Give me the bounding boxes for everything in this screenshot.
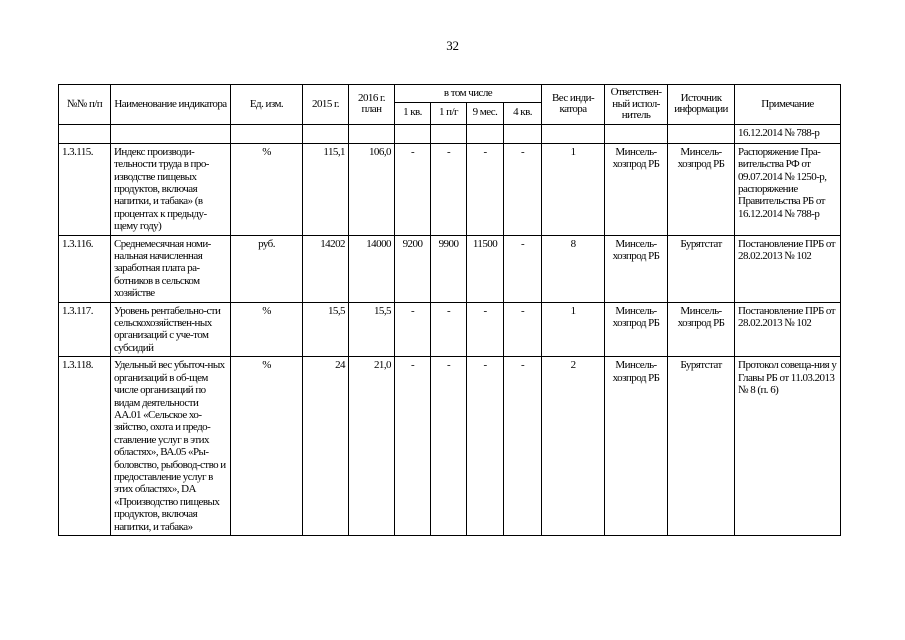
col-header-responsible: Ответствен-ный испол-нитель <box>605 85 668 125</box>
row-note: Постановление ПРБ от 28.02.2013 № 102 <box>735 235 841 302</box>
col-header-num: №№ п/п <box>59 85 111 125</box>
col-header-2015: 2015 г. <box>303 85 349 125</box>
row-q4: - <box>504 235 542 302</box>
table-row <box>59 143 841 235</box>
row-responsible: Минсель-хозпрод РБ <box>605 302 668 357</box>
row-weight: 8 <box>542 235 605 302</box>
row-unit: руб. <box>231 235 303 302</box>
col-header-q4: 4 кв. <box>504 102 542 124</box>
col-header-weight: Вес инди-катора <box>542 85 605 125</box>
row-name: Среднемесячная номи-нальная начисленная заработная плата ра-ботников в сельском хозяйстве <box>111 235 231 302</box>
row-source: Минсель-хозпрод РБ <box>668 302 735 357</box>
row-h1: 9900 <box>431 235 467 302</box>
row-responsible: Минсель-хозпрод РБ <box>605 357 668 536</box>
row-2015: 15,5 <box>303 302 349 357</box>
row-q1: 9200 <box>395 235 431 302</box>
row-q1: - <box>395 143 431 235</box>
row-responsible: Минсель-хозпрод РБ <box>605 235 668 302</box>
row-9m: - <box>467 302 504 357</box>
row-name: Индекс производи-тельности труда в про-изводстве пищевых продуктов, включая напитки, и табака» (в процентах к предыду-щему году) <box>111 143 231 235</box>
table-row <box>59 235 841 302</box>
row-2016: 15,5 <box>349 302 395 357</box>
row-h1: - <box>431 357 467 536</box>
row-unit: % <box>231 357 303 536</box>
row-2015: 115,1 <box>303 143 349 235</box>
row-note: Протокол совеща-ния у Главы РБ от 11.03.2013 № 8 (п. 6) <box>735 357 841 536</box>
row-num: 1.3.117. <box>59 302 111 357</box>
row-note: Постановление ПРБ от 28.02.2013 № 102 <box>735 302 841 357</box>
row-name: Уровень рентабельно-сти сельскохозяйствен-ных организаций с уче-том субсидий <box>111 302 231 357</box>
col-header-h1: 1 п/г <box>431 102 467 124</box>
col-header-q1: 1 кв. <box>395 102 431 124</box>
row-q1: - <box>395 357 431 536</box>
row-note: Распоряжение Пра-вительства РФ от 09.07.2014 № 1250-р, распоряжение Правительства РБ от 16.12.2014 № 788-р <box>735 143 841 235</box>
row-2016: 14000 <box>349 235 395 302</box>
row-h1: - <box>431 143 467 235</box>
table-row <box>59 302 841 357</box>
table-row <box>59 357 841 536</box>
row-weight: 2 <box>542 357 605 536</box>
col-header-2016: 2016 г. план <box>349 85 395 125</box>
col-header-note: Примечание <box>735 85 841 125</box>
table-row <box>59 124 841 143</box>
row-num: 1.3.115. <box>59 143 111 235</box>
row-9m: 11500 <box>467 235 504 302</box>
row-2016: 21,0 <box>349 357 395 536</box>
row-num: 1.3.118. <box>59 357 111 536</box>
indicators-table <box>58 84 841 536</box>
header-row <box>59 85 841 103</box>
row-source: Бурятстат <box>668 235 735 302</box>
row-q1: - <box>395 302 431 357</box>
col-header-source: Источник информации <box>668 85 735 125</box>
row-unit: % <box>231 143 303 235</box>
row-9m: - <box>467 143 504 235</box>
row-q4: - <box>504 143 542 235</box>
row-weight: 1 <box>542 143 605 235</box>
row-2015: 24 <box>303 357 349 536</box>
continuation-note: 16.12.2014 № 788-р <box>735 124 841 143</box>
col-header-9m: 9 мес. <box>467 102 504 124</box>
row-responsible: Минсель-хозпрод РБ <box>605 143 668 235</box>
row-q4: - <box>504 302 542 357</box>
col-header-unit: Ед. изм. <box>231 85 303 125</box>
row-name: Удельный вес убыточ-ных организаций в об-щем числе организаций по видам деятельности АА.01 «Сельское хо-зяйство, охота и предо-ставление услуг в этих областях», ВА.05 «Ры-боловство, рыбовод-ство и предоставление услуг в этих областях», DA «Производство пищевых продуктов, включая напитки, и табака» <box>111 357 231 536</box>
row-2015: 14202 <box>303 235 349 302</box>
row-source: Минсель-хозпрод РБ <box>668 143 735 235</box>
row-h1: - <box>431 302 467 357</box>
row-weight: 1 <box>542 302 605 357</box>
row-9m: - <box>467 357 504 536</box>
row-2016: 106,0 <box>349 143 395 235</box>
row-q4: - <box>504 357 542 536</box>
col-header-including: в том числе <box>395 85 542 103</box>
row-num: 1.3.116. <box>59 235 111 302</box>
col-header-name: Наименование индикатора <box>111 85 231 125</box>
row-unit: % <box>231 302 303 357</box>
page-number: 32 <box>446 38 459 53</box>
row-source: Бурятстат <box>668 357 735 536</box>
